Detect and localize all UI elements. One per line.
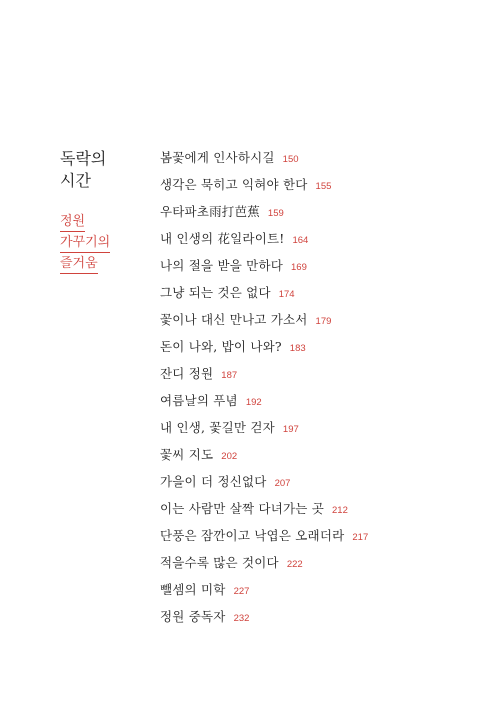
- toc-entry-page: 164: [292, 235, 309, 246]
- toc-entry-title: 내 인생의 花일라이트!: [160, 231, 285, 246]
- toc-entry[interactable]: [160, 608, 368, 635]
- toc-entry-page: 197: [282, 424, 299, 435]
- toc-entry-title: 내 인생, 꽃길만 걷자: [160, 420, 275, 435]
- toc-entry-title: 꽃씨 지도: [160, 447, 214, 462]
- toc-entry-title: 나의 절을 받을 만하다: [160, 258, 283, 273]
- toc-entry-page: 192: [245, 397, 262, 408]
- chapter-title: [60, 148, 140, 192]
- table-of-contents: [160, 149, 368, 635]
- toc-entry[interactable]: [160, 446, 368, 473]
- toc-entry-page: 183: [289, 343, 306, 354]
- toc-entry-title: 이는 사람만 살짝 다녀가는 곳: [160, 501, 324, 516]
- toc-entry-page: 207: [274, 478, 291, 489]
- toc-entry[interactable]: [160, 554, 368, 581]
- toc-entry-page: 169: [291, 262, 307, 273]
- section-title: [60, 213, 140, 276]
- toc-entry[interactable]: [160, 257, 368, 284]
- toc-entry[interactable]: [160, 527, 368, 554]
- toc-entry[interactable]: [160, 176, 368, 203]
- toc-entry[interactable]: [160, 338, 368, 365]
- toc-entry[interactable]: [160, 284, 368, 311]
- toc-entry[interactable]: [160, 392, 368, 419]
- toc-entry-title: 잔디 정원: [160, 366, 214, 381]
- toc-entry-title: 정원 중독자: [160, 609, 226, 624]
- toc-entry-title: 뺄셈의 미학: [160, 582, 226, 597]
- toc-entry-title: 우타파초雨打芭蕉: [160, 204, 260, 219]
- toc-entry-page: 217: [352, 532, 369, 543]
- toc-entry[interactable]: [160, 581, 368, 608]
- toc-entry-page: 174: [278, 289, 295, 300]
- toc-entry-page: 159: [267, 208, 284, 219]
- toc-entry[interactable]: [160, 365, 368, 392]
- toc-entry-page: 179: [315, 316, 332, 327]
- toc-entry-page: 222: [286, 559, 303, 570]
- toc-entry-page: 212: [332, 505, 348, 516]
- toc-entry-title: 꽃이나 대신 만나고 가소서: [160, 312, 308, 327]
- section-title-line: 즐거움: [60, 255, 98, 274]
- section-title-line: 정원: [60, 213, 85, 232]
- toc-entry-title: 봄꽃에게 인사하시길: [160, 150, 275, 165]
- toc-entry-page: 187: [221, 370, 238, 381]
- toc-entry[interactable]: [160, 311, 368, 338]
- toc-entry-page: 202: [221, 451, 238, 462]
- toc-entry-title: 가을이 더 정신없다: [160, 474, 267, 489]
- toc-entry[interactable]: [160, 203, 368, 230]
- toc-entry-title: 여름날의 푸념: [160, 393, 238, 408]
- toc-entry-page: 232: [233, 613, 250, 624]
- toc-entry-page: 150: [282, 154, 299, 165]
- toc-entry[interactable]: [160, 500, 368, 527]
- toc-entry-page: 227: [233, 586, 250, 597]
- toc-entry[interactable]: [160, 230, 368, 257]
- toc-entry[interactable]: [160, 419, 368, 446]
- toc-entry-title: 돈이 나와, 밥이 나와?: [160, 339, 282, 354]
- toc-entry-title: 단풍은 잠깐이고 낙엽은 오래더라: [160, 528, 345, 543]
- toc-entry-title: 그냥 되는 것은 없다: [160, 285, 271, 300]
- section-title-line: 가꾸기의: [60, 234, 110, 253]
- toc-entry[interactable]: [160, 149, 368, 176]
- toc-entry-page: 155: [315, 181, 332, 192]
- toc-entry[interactable]: [160, 473, 368, 500]
- chapter-title-line: 독락의: [60, 149, 107, 168]
- toc-entry-title: 생각은 묵히고 익혀야 한다: [160, 177, 308, 192]
- chapter-title-line: 시간: [60, 171, 91, 190]
- toc-entry-title: 적을수록 많은 것이다: [160, 555, 279, 570]
